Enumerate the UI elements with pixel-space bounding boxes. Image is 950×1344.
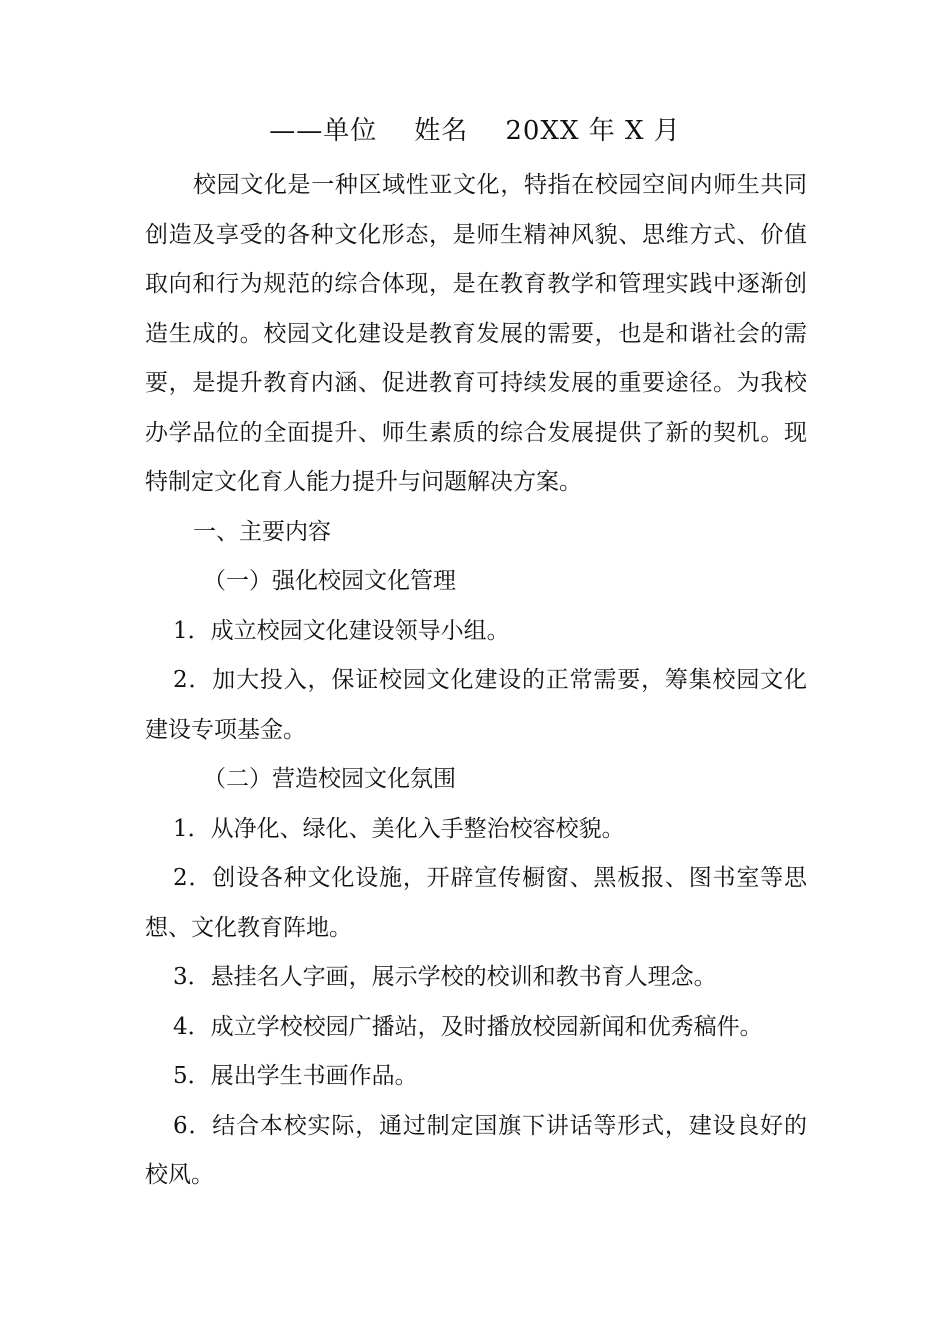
list-item: 1．从净化、绿化、美化入手整治校容校貌。 <box>173 815 625 842</box>
list-item: 3．悬挂名人字画，展示学校的校训和教书育人理念。 <box>173 964 717 990</box>
list-item: 1．成立校园文化建设领导小组。 <box>173 617 510 644</box>
list-item: 2．加大投入，保证校园文化建设的正常需要，筹集校园文化建设专项基金。 <box>145 667 807 743</box>
list-item: 4．成立学校校园广播站，及时播放校园新闻和优秀稿件。 <box>173 1013 763 1040</box>
section-heading-main-content: 一、主要内容 <box>193 518 331 545</box>
intro-paragraph: 校园文化是一种区域性亚文化，特指在校园空间内师生共同创造及享受的各种文化形态，是师生精神风貌、思维方式、价值取向和行为规范的综合体现，是在教育教学和管理实践中逐渐创造生成的。校园文化建设是教育发展的需要，也是和谐社会的需要，是提升教育内涵、促进教育可持续发展的重要途径。为我校办学品位的全面提升、师生素质的综合发展提供了新的契机。现特制定文化育人能力提升与问题解决方案。 <box>145 172 807 495</box>
subsection-heading-management: （一）强化校园文化管理 <box>203 568 456 594</box>
list-item: 6．结合本校实际，通过制定国旗下讲话等形式，建设良好的校风。 <box>145 1112 807 1188</box>
author-date-line: ——单位 姓名 20XX 年 X 月 <box>269 116 681 146</box>
document-body <box>145 161 807 1201</box>
list-item: 2．创设各种文化设施，开辟宣传橱窗、黑板报、图书室等思想、文化教育阵地。 <box>145 865 807 941</box>
subsection-heading-atmosphere: （二）营造校园文化氛围 <box>203 766 456 792</box>
list-item: 5．展出学生书画作品。 <box>173 1063 418 1089</box>
